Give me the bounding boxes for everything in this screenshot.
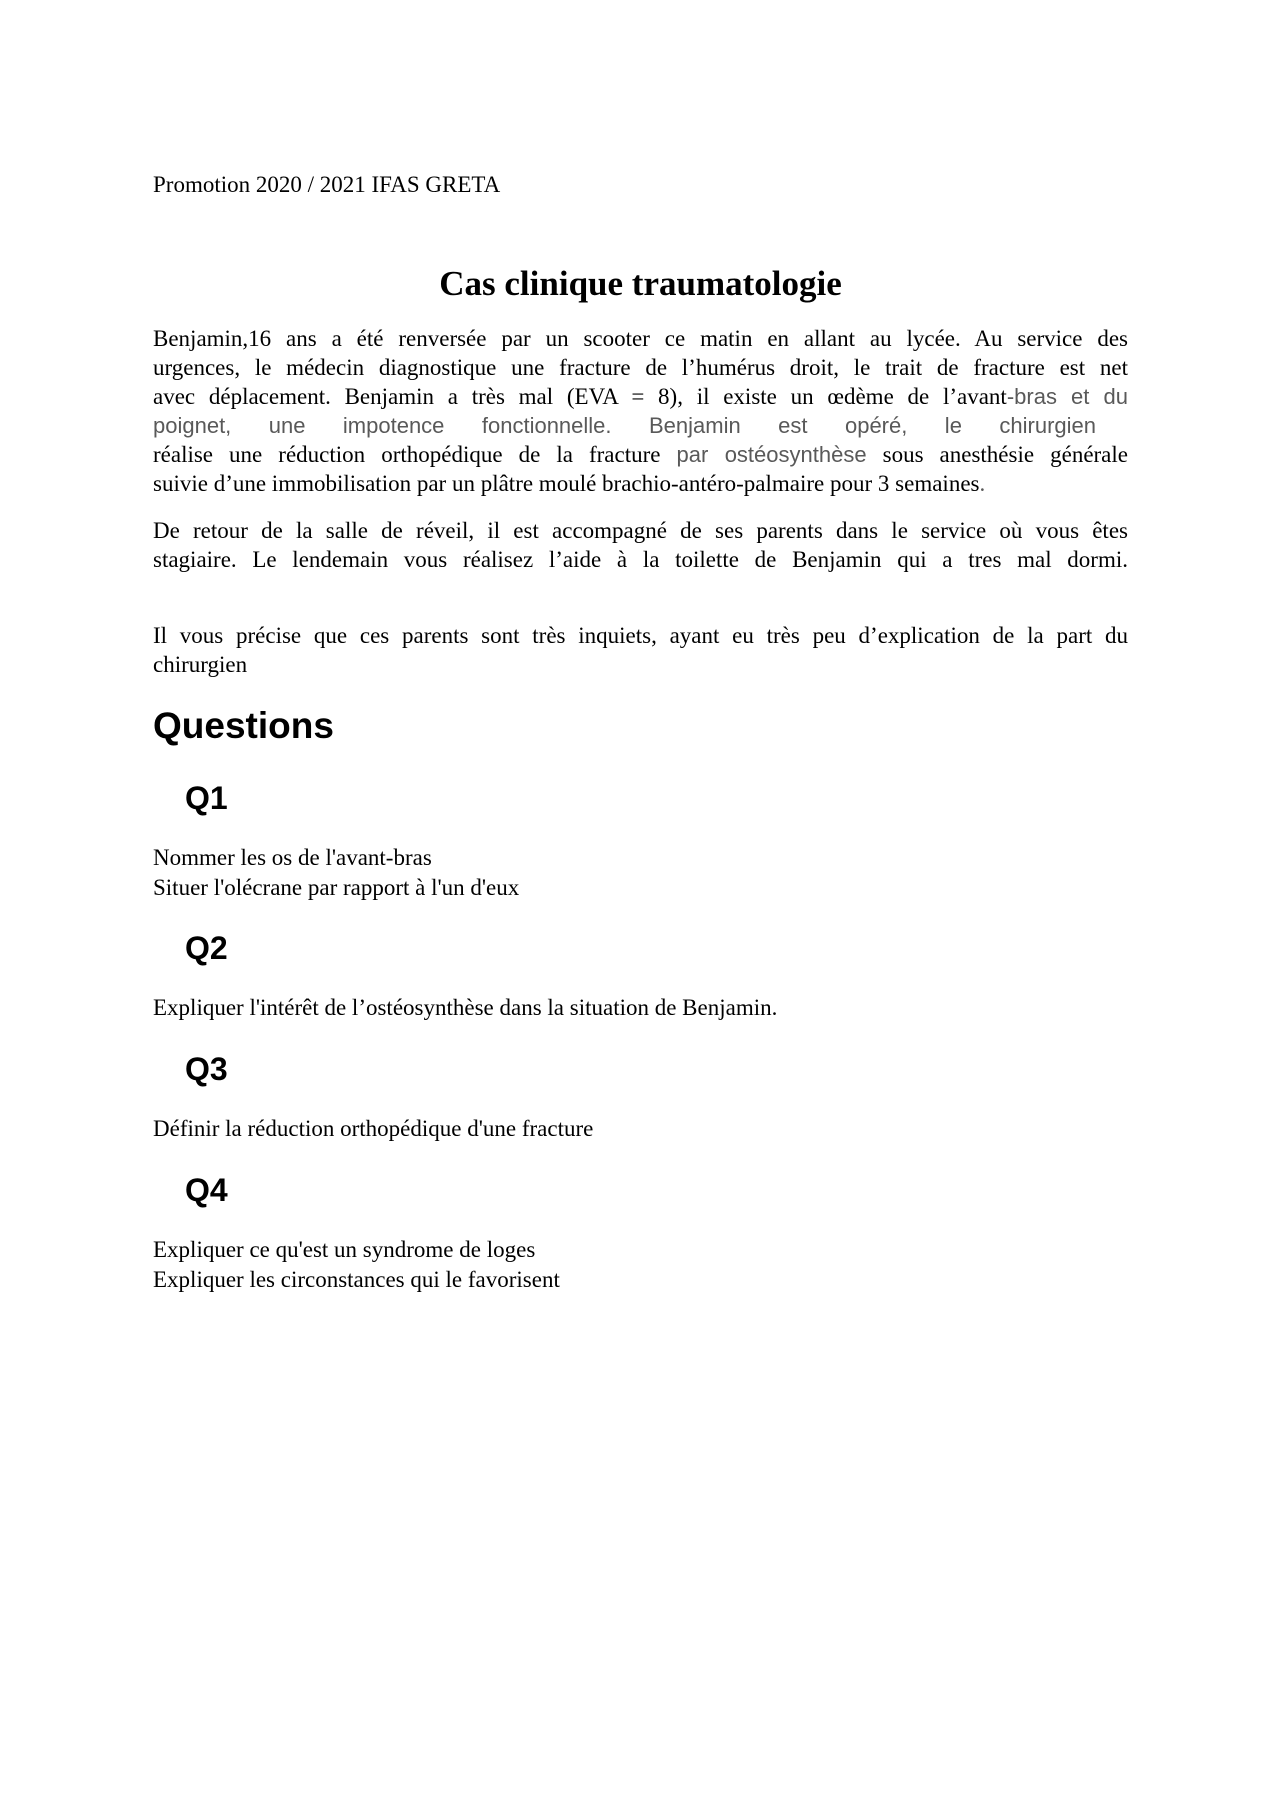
document-title: Cas clinique traumatologie <box>439 264 842 303</box>
question-line: Nommer les os de l'avant-bras <box>153 845 432 870</box>
case-line-muted-text: par ostéosynthèse <box>676 442 867 467</box>
case-line-text: avec déplacement. Benjamin a très mal (EVA = 8), il existe un œdème de l’avant <box>153 384 1007 409</box>
question-line: Expliquer les circonstances qui le favorisent <box>153 1267 560 1292</box>
case-line: stagiaire. Le lendemain vous réalisez l’aide à la toilette de Benjamin qui a tres mal dormi. <box>153 547 1128 572</box>
case-line: urgences, le médecin diagnostique une fracture de l’humérus droit, le trait de fracture est net <box>153 355 1128 380</box>
promotion-header: Promotion 2020 / 2021 IFAS GRETA <box>153 172 501 197</box>
question-label-q3: Q3 <box>185 1051 228 1087</box>
case-paragraph-3 <box>153 621 1128 679</box>
question-label-q4: Q4 <box>185 1172 228 1208</box>
case-line: Il vous précise que ces parents sont très inquiets, ayant eu très peu d’explication de la part du <box>153 623 1128 648</box>
question-text-q4 <box>153 1235 560 1295</box>
case-line-text: réalise une réduction orthopédique de la fracture <box>153 442 677 467</box>
questions-heading: Questions <box>153 705 334 746</box>
question-text-q3 <box>153 1114 593 1144</box>
case-line: Benjamin,16 ans a été renversée par un scooter ce matin en allant au lycée. Au service des <box>153 326 1128 351</box>
question-line: Définir la réduction orthopédique d'une fracture <box>153 1116 594 1141</box>
case-line <box>153 469 1128 498</box>
case-line-text: sous anesthésie générale <box>866 442 1128 467</box>
case-line-muted: poignet, une impotence fonctionnelle. Benjamin est opéré, le chirurgien <box>153 413 1096 438</box>
question-line: Expliquer l'intérêt de l’ostéosynthèse dans la situation de Benjamin. <box>153 995 778 1020</box>
question-label-q1: Q1 <box>185 780 228 816</box>
case-line-muted-text: . <box>979 471 986 496</box>
case-line: De retour de la salle de réveil, il est accompagné de ses parents dans le service où vous êtes <box>153 518 1128 543</box>
question-text-q1 <box>153 843 519 903</box>
question-line: Expliquer ce qu'est un syndrome de loges <box>153 1237 536 1262</box>
case-paragraph-1 <box>153 324 1128 498</box>
case-line-muted-text: -bras et du <box>1006 384 1128 409</box>
question-label-q2: Q2 <box>185 930 228 966</box>
case-line <box>153 382 1128 411</box>
case-paragraph-2 <box>153 516 1128 574</box>
question-text-q2 <box>153 993 777 1023</box>
case-line: chirurgien <box>153 652 248 677</box>
case-line-text: suivie d’une immobilisation par un plâtre moulé brachio-antéro-palmaire pour 3 semaines <box>153 471 980 496</box>
case-line <box>153 440 1128 469</box>
question-line: Situer l'olécrane par rapport à l'un d'eux <box>153 875 520 900</box>
